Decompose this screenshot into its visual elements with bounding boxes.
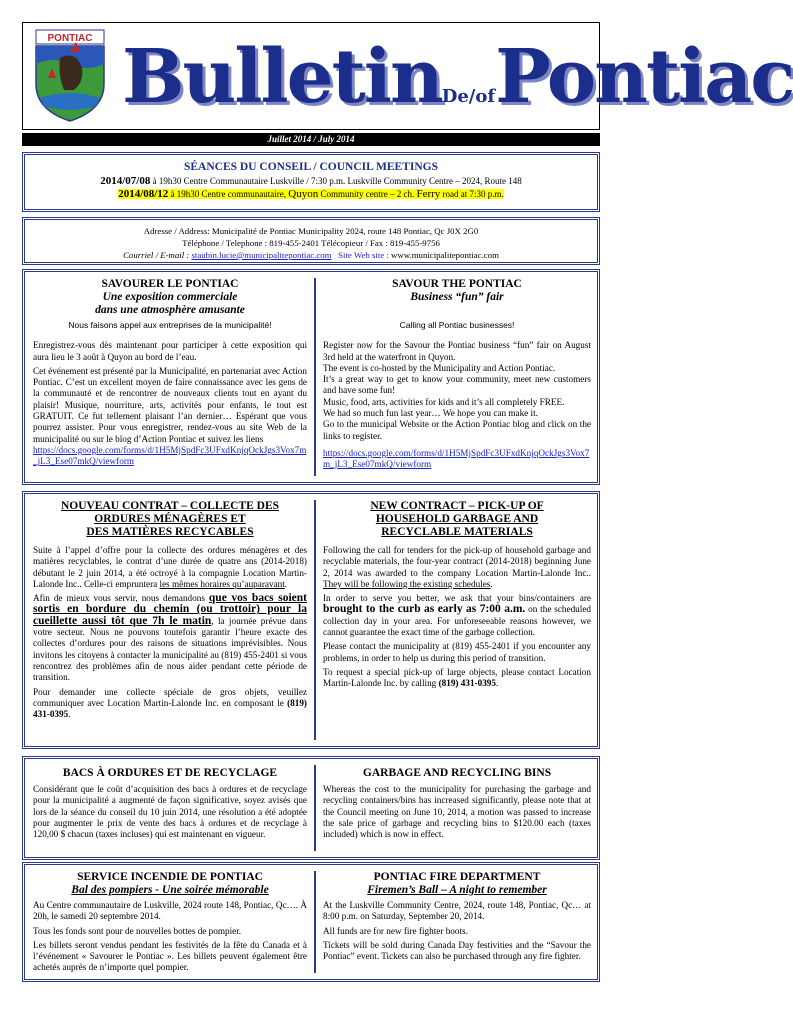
savour-en-heading: SAVOUR THE PONTIAC xyxy=(392,278,522,290)
contract-en-p2-emphasis: brought to the curb as early as 7:00 a.m. xyxy=(323,603,526,616)
fire-fr-subheading: Bal des pompiers - Une soirée mémorable xyxy=(71,884,269,896)
contract-en-column xyxy=(323,500,591,693)
contract-fr-phone: (819) 431-0395 xyxy=(33,697,307,720)
contract-en-heading-1: NEW CONTRACT – PICK-UP OF xyxy=(370,500,544,512)
contract-en-phone: (819) 431-0395 xyxy=(438,678,496,689)
savour-en-sub1: Business “fun” fair xyxy=(410,291,504,303)
savour-section xyxy=(22,269,600,485)
meeting-text-2a: à 19h30 Centre communautaire, xyxy=(168,189,289,199)
meeting-date-1: 2014/07/08 xyxy=(100,175,151,187)
contract-fr-column xyxy=(33,500,307,723)
savour-en-form-link[interactable]: https://docs.google.com/forms/d/1H5MjSpdFc3UFxdKnjqOckJgs3Vox7m_jL3_Ese07mkQ/viewform xyxy=(323,447,590,470)
contract-en-p2 xyxy=(323,593,591,638)
contract-en-p3: Please contact the municipality at (819) 455-2401 if you encounter any problems, in order to help us during this period of transition. xyxy=(323,641,591,663)
bins-en-column xyxy=(323,767,591,840)
title-deof: De/of xyxy=(441,86,496,107)
meeting-line-1 xyxy=(25,175,597,187)
fire-fr-p2: Tous les fonds sont pour de nouvelles bottes de pompier. xyxy=(33,925,242,936)
fire-section xyxy=(22,862,600,982)
contract-en-p2-rest: on the scheduled collection day in your area. For unforeseeable reasons however, we cannot guarantee the exact time of the garbage collection. xyxy=(323,604,591,638)
meetings-heading: SÉANCES DU CONSEIL / COUNCIL MEETINGS xyxy=(183,161,439,173)
contact-line xyxy=(25,249,597,261)
savour-en-p3: It’s a great way to get to know your community, meet new customers and have some fun! xyxy=(323,374,591,396)
meeting-text-2c: road at 7:30 p.m. xyxy=(440,189,504,199)
fire-fr-p1: Au Centre communautaire de Luskville, 2024 route 148, Pontiac, Qc…. À 20h, le samedi 20 septembre 2014. xyxy=(33,900,307,922)
savour-fr-tagline: Nous faisons appel aux entreprises de la municipalité! xyxy=(68,320,272,330)
column-divider xyxy=(314,500,316,740)
savour-fr-heading: SAVOURER LE PONTIAC xyxy=(101,278,239,290)
contract-fr-p2 xyxy=(33,593,307,683)
savour-fr-p2: Cet événement est présenté par la Municipalité, en partenariat avec Action Pontiac. C’est un excellent moyen de faire connaissance avec les gens de la communauté et de rencontrer de nouveaux clients tout en ayant du plaisir! Musique, nourriture, arts, activités pour enfants, le tout est GRATUIT. Ce fut tellement plaisant l’an dernier… Espérant que vous pourrez assister. Pour vous enregistrer, rendez-vous au site Web de la municipalité ou sur le blog d’Action Pontiac et suivez les liens xyxy=(33,365,307,444)
meeting-text-1: à 19h30 Centre Communautaire Luskville / 7:30 p.m. Luskville Community Centre – 2024, Route 148 xyxy=(150,176,522,186)
contract-en-p1-text: Following the call for tenders for the pick-up of household garbage and recyclable materials, the four-year contract (2014-2018) beginning June 2, 2014 was awarded to the company Location Martin-Lalonde Inc.. xyxy=(323,545,591,578)
contract-fr-p2-rest: , la journée prévue dans votre secteur. Nous ne pouvons toutefois garantir l’heure exacte des collectes d’ordures pour des raisons de situations imprévisibles. Nous invitons les citoyens à contacter la municipalité au (819) 455-2401 si vous rencontrez des problèmes afin de nous aider pendant cette période de transition. xyxy=(33,615,307,683)
contract-fr-p1-text: Suite à l’appel d’offre pour la collecte des ordures ménagères et des matières recyclables, le contrat d’une durée de quatre ans (2014-2018) débutant le 2 juin 2014, a été octroyé à la compagnie Location Martin-Lalonde Inc.. Celle-ci empruntera xyxy=(33,545,307,589)
contract-en-p1 xyxy=(323,545,591,590)
meeting-text-2b: Community centre – 2 ch. xyxy=(318,189,417,199)
phone-fax-line: Téléphone / Telephone : 819-455-2401 Télécopieur / Fax : 819-455-9756 xyxy=(182,238,440,248)
contract-en-heading-2: HOUSEHOLD GARBAGE AND xyxy=(375,513,539,525)
bins-section xyxy=(22,756,600,860)
bins-en-heading: GARBAGE AND RECYCLING BINS xyxy=(362,767,552,779)
contract-fr-p1-underline: les mêmes horaires qu’auparavant xyxy=(159,578,285,589)
fire-en-p3: Tickets will be sold during Canada Day festivities and the “Savour the Pontiac” event. Tickets can also be purchased through any fire fighter. xyxy=(323,939,591,962)
email-label: Courriel / E-mail : xyxy=(123,250,190,260)
savour-fr-form-link[interactable]: https://docs.google.com/forms/d/1H5MjSpdFc3UFxdKnjqOckJgs3Vox7m_jL3_Ese07mkQ/viewform xyxy=(33,444,307,467)
contract-fr-p1-end: . xyxy=(284,578,288,589)
savour-fr-sub2: dans une atmosphère amusante xyxy=(95,304,245,316)
council-meetings-box xyxy=(22,152,600,212)
contract-fr-heading-1: NOUVEAU CONTRAT – COLLECTE DES xyxy=(60,500,280,512)
bins-fr-column xyxy=(33,767,307,840)
bins-en-body: Whereas the cost to the municipality for purchasing the garbage and recycling containers/bins has increased significantly, please note that at the Council meeting on June 10, 2014, a motion was passed to increase the sale price of garbage and recycling bins to $120.00 each (taxes included) which is now in effect. xyxy=(323,784,591,840)
savour-fr-column xyxy=(33,278,307,468)
savour-en-column xyxy=(323,278,591,471)
contract-fr-p2-emphasis: que vos bacs soient sortis en bordure du chemin (ou trottoir) pour la cueillette aussi tôt que 7h le matin xyxy=(33,592,307,627)
savour-en-tagline: Calling all Pontiac businesses! xyxy=(399,320,515,330)
fire-en-subheading: Firemen’s Ball – A night to remember xyxy=(367,884,547,896)
contract-en-p4 xyxy=(323,667,591,690)
meeting-line-2 xyxy=(25,188,597,200)
contract-fr-p3-end: . xyxy=(68,709,71,720)
fire-en-heading: PONTIAC FIRE DEPARTMENT xyxy=(373,871,541,883)
meeting-date-2: 2014/08/12 xyxy=(118,188,169,200)
contract-en-p2-text: In order to serve you better, we ask that your bins/containers are xyxy=(323,593,591,604)
savour-en-p4: Music, food, arts, activities for kids and it’s all completely FREE. xyxy=(323,396,565,407)
contract-fr-p3-text: Pour demander une collecte spéciale de gros objets, veuillez communiquer avec Location Martin-Lalonde Inc. en composant le xyxy=(33,686,307,708)
contract-fr-heading-3: DES MATIÈRES RECYCABLES xyxy=(86,526,254,538)
contract-fr-p2-text: Afin de mieux vous servir, nous demandons xyxy=(33,593,209,604)
contract-fr-p3 xyxy=(33,687,307,721)
fire-fr-column xyxy=(33,871,307,977)
fire-fr-heading: SERVICE INCENDIE DE PONTIAC xyxy=(77,871,263,883)
savour-en-p6: Go to the municipal Website or the Action Pontiac blog and click on the links to register. xyxy=(323,419,591,441)
fire-fr-p3: Les billets seront vendus pendant les festivités de la fête du Canada et à l’événement « Savourer le Pontiac ». Les billets peuvent également être achetés auprès de n’importe quel pompier. xyxy=(33,939,307,973)
website-link[interactable]: www.municipalitepontiac.com xyxy=(391,250,499,260)
contract-en-p4-text: To request a special pick-up of large objects, please contact Location Martin-Lalonde Inc. by calling xyxy=(323,666,591,689)
contract-en-p1-end: . xyxy=(490,578,493,589)
web-label: Site Web site : xyxy=(338,250,389,260)
fire-en-column xyxy=(323,871,591,965)
contract-section xyxy=(22,491,600,749)
bins-fr-body: Considérant que le coût d’acquisition des bacs à ordures et de recyclage pour la municipalité a augmenté de façon significative, soyez avisés que lors de la séance du conseil du 10 juin 2014, une résolution a été adoptée pour augmenter le prix de vente des bacs à ordures et de recyclage à 120,00 $ chacun (taxes incluses) qui est maintenant en vigueur. xyxy=(33,784,307,840)
savour-en-p2: The event is co-hosted by the Municipality and Action Pontiac. xyxy=(323,362,556,373)
savour-en-p1: Register now for the Savour the Pontiac business “fun” fair on August 3rd held at the waterfront in Quyon. xyxy=(323,340,591,362)
contract-fr-p1 xyxy=(33,545,307,590)
savour-fr-p1: Enregistrez-vous dès maintenant pour participer à cette exposition qui aura lieu le 3 août à Quyon au bord de l’eau. xyxy=(33,340,307,362)
savour-fr-sub1: Une exposition commerciale xyxy=(102,291,238,303)
email-link[interactable]: staubin.lucie@municipalitepontiac.com xyxy=(191,250,332,260)
bins-fr-heading: BACS À ORDURES ET DE RECYCLAGE xyxy=(62,767,278,779)
address-box xyxy=(22,217,600,265)
contract-en-p1-underline: They will be following the existing schedules xyxy=(323,578,491,589)
savour-en-p5: We had so much fun last year… We hope you can make it. xyxy=(323,408,538,419)
pontiac-crest-logo xyxy=(30,28,110,123)
contract-fr-heading-2: ORDURES MÉNAGÈRES ET xyxy=(94,513,246,525)
crest-label: PONTIAC xyxy=(47,33,93,44)
issue-date-bar: Juillet 2014 / July 2014 xyxy=(22,133,600,146)
fire-en-p1: At the Luskville Community Centre, 2024, route 148, Pontiac, Qc… at 8:00 p.m. on Saturday, September 20, 2014. xyxy=(323,900,591,922)
meeting-ferry: Ferry xyxy=(416,188,441,200)
title-pontiac: Pontiac xyxy=(495,34,793,120)
contract-en-p4-end: . xyxy=(496,678,499,689)
column-divider xyxy=(314,765,316,851)
meeting-quyon: Quyon xyxy=(288,188,319,200)
title-bulletin: Bulletin xyxy=(122,34,442,120)
fire-en-p2: All funds are for new fire fighter boots. xyxy=(323,925,468,936)
address-line: Adresse / Address: Municipalité de Pontiac Municipality 2024, route 148 Pontiac, Qc J0X 2G0 xyxy=(143,226,479,236)
contract-en-heading-3: RECYCLABLE MATERIALS xyxy=(381,526,533,538)
column-divider xyxy=(314,278,316,476)
column-divider xyxy=(314,871,316,973)
bulletin-title xyxy=(122,30,793,125)
